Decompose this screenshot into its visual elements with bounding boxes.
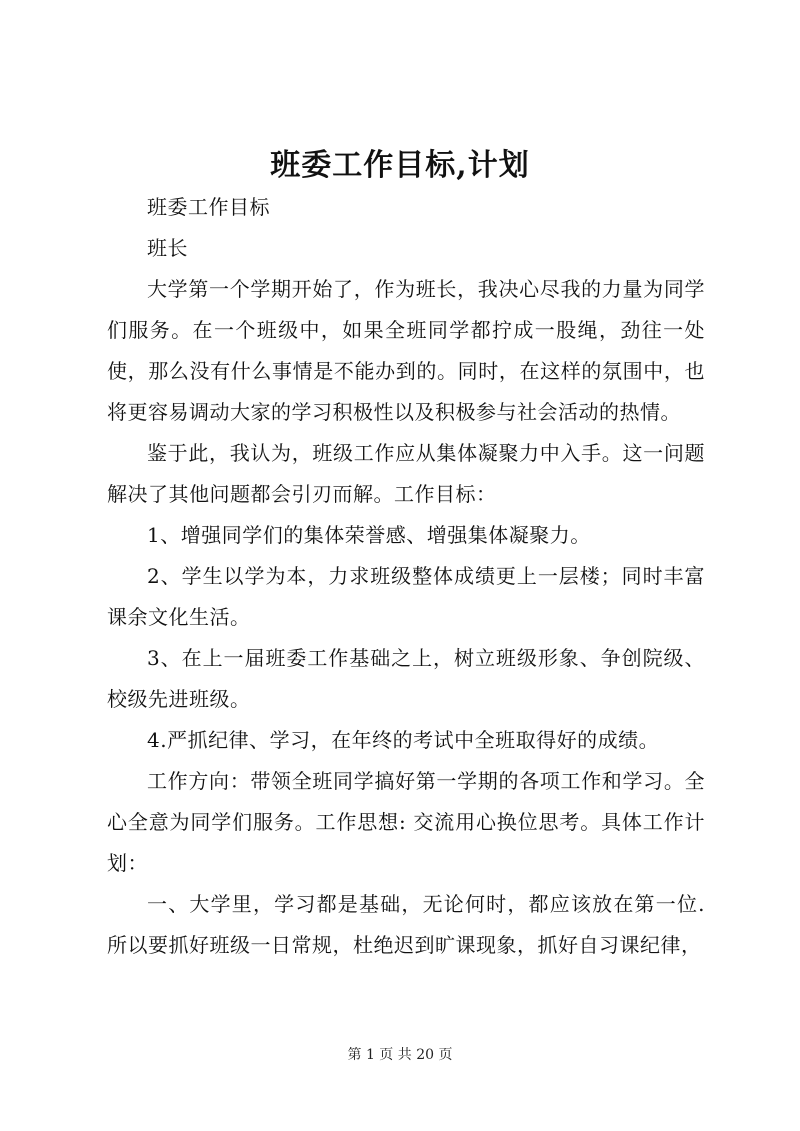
- paragraph-goal-4: 4.严抓纪律、学习，在年终的考试中全班取得好的成绩。: [147, 728, 660, 752]
- paragraph-goal-1: 1、增强同学们的集体荣誉感、增强集体凝聚力。: [147, 523, 591, 547]
- page-footer: 第 1 页 共 20 页: [347, 1047, 453, 1063]
- document-title: 班委工作目标,计划: [270, 148, 530, 183]
- paragraph-approach: 鉴于此，我认为，班级工作应从集体凝聚力中入手。这一问题解决了其他问题都会引刃而解。工作目标：: [107, 441, 705, 506]
- paragraph-goal-3: 3、在上一届班委工作基础之上，树立班级形象、争创院级、校级先进班级。: [107, 646, 705, 711]
- paragraph-intro: 大学第一个学期开始了，作为班长，我决心尽我的力量为同学们服务。在一个班级中，如果全班同学都拧成一股绳，劲往一处使，那么没有什么事情是不能办到的。同时，在这样的氛围中，也将更容易调动大家的学习积极性以及积极参与社会活动的热情。: [107, 277, 705, 424]
- paragraph-role: 班长: [147, 236, 188, 260]
- paragraph-goal-2: 2、学生以学为本，力求班级整体成绩更上一层楼；同时丰富课余文化生活。: [107, 564, 705, 629]
- paragraph-direction: 工作方向：带领全班同学搞好第一学期的各项工作和学习。全心全意为同学们服务。工作思想: 交流用心换位思考。具体工作计划：: [107, 769, 705, 875]
- paragraph-plan-1: 一、大学里，学习都是基础，无论何时，都应该放在第一位.所以要抓好班级一日常规，杜绝迟到旷课现象，抓好自习课纪律，: [107, 892, 705, 957]
- paragraph-subtitle: 班委工作目标: [147, 195, 270, 219]
- document-body: [107, 187, 705, 966]
